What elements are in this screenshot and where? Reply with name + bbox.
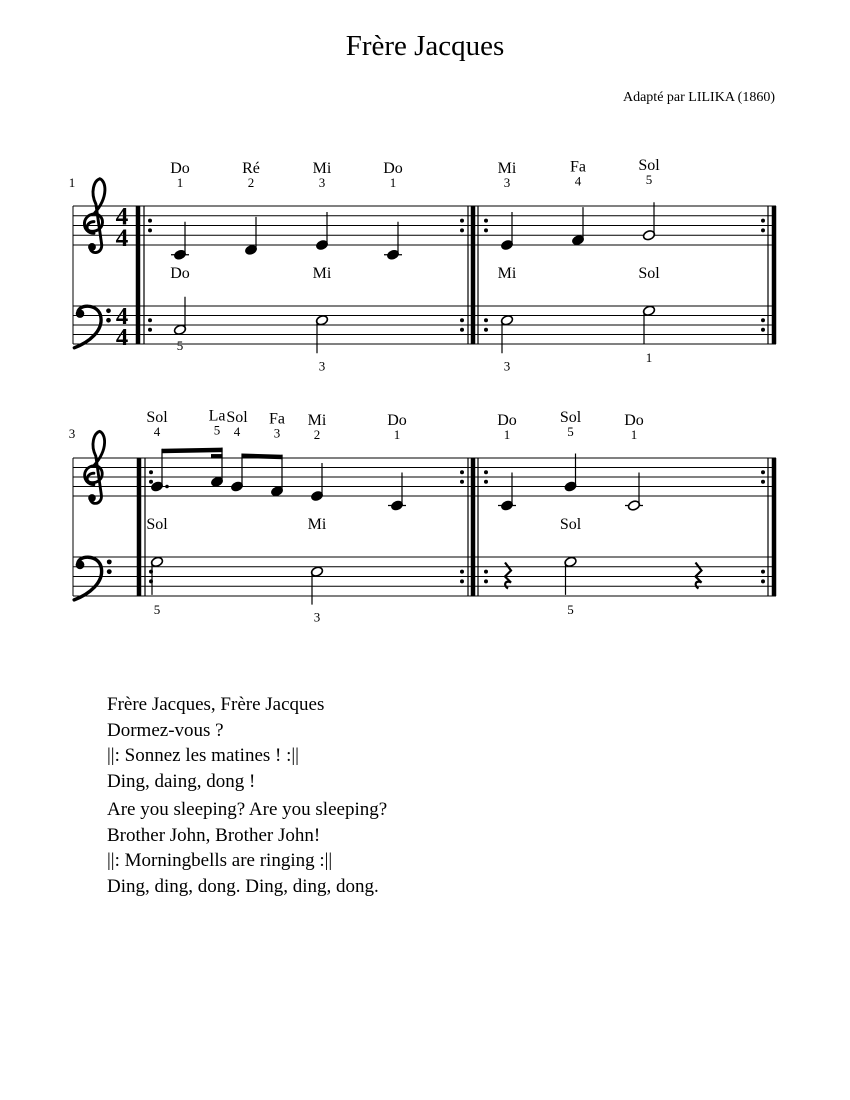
note bbox=[310, 566, 323, 605]
repeat-dot bbox=[149, 480, 153, 484]
lyrics-french bbox=[107, 692, 324, 794]
repeat-dot bbox=[460, 219, 464, 223]
repeat-dot bbox=[460, 318, 464, 322]
fingering-number: 1 bbox=[389, 175, 397, 190]
fingering-number: 1 bbox=[176, 175, 184, 190]
note bbox=[315, 314, 328, 353]
solfege-label: Mi bbox=[312, 160, 332, 177]
solfege-label: Mi bbox=[307, 412, 327, 429]
solfege-label: Sol bbox=[226, 409, 248, 426]
solfege-label: Mi bbox=[312, 265, 332, 282]
repeat-dot bbox=[761, 219, 765, 223]
bass-clef-icon bbox=[74, 306, 111, 348]
solfege-label: Do bbox=[170, 265, 190, 282]
fingering-number: 5 bbox=[645, 172, 653, 187]
solfege-label: Sol bbox=[638, 265, 660, 282]
fingering-number: 5 bbox=[213, 422, 221, 438]
solfege-label: Do bbox=[624, 412, 644, 429]
solfege-label: Do bbox=[497, 412, 517, 429]
measure-number: 3 bbox=[68, 426, 76, 441]
solfege-label: Fa bbox=[570, 158, 586, 176]
solfege-label: Do bbox=[170, 160, 190, 177]
solfege-label: Do bbox=[387, 412, 407, 429]
repeat-dot bbox=[148, 219, 152, 223]
solfege-label: Sol bbox=[559, 516, 582, 533]
note bbox=[571, 207, 584, 246]
note bbox=[150, 449, 168, 493]
repeat-dot bbox=[484, 328, 488, 332]
time-signature-bottom: 4 bbox=[115, 224, 129, 252]
note bbox=[642, 305, 655, 344]
fingering-number: 3 bbox=[273, 425, 281, 441]
clef-dot bbox=[106, 308, 111, 313]
fingering-number: 4 bbox=[574, 173, 582, 189]
note bbox=[270, 455, 283, 497]
note bbox=[171, 222, 189, 261]
repeat-dot bbox=[761, 228, 765, 232]
note bbox=[564, 556, 577, 595]
repeat-dot bbox=[484, 570, 488, 574]
solfege-label: Sol bbox=[146, 409, 168, 426]
repeat-dot bbox=[460, 579, 464, 583]
repeat-dot bbox=[460, 480, 464, 484]
fingering-number: 3 bbox=[503, 358, 511, 374]
repeat-dot bbox=[149, 470, 153, 474]
note bbox=[642, 202, 655, 241]
lyric-line: Frère Jacques, Frère Jacques bbox=[107, 694, 325, 715]
score-title: Frère Jacques bbox=[345, 30, 505, 62]
lyric-line: Dormez-vous ? bbox=[107, 719, 224, 741]
note bbox=[500, 314, 513, 353]
fingering-number: 4 bbox=[153, 424, 161, 439]
lyrics-english bbox=[107, 797, 387, 899]
note-beam bbox=[162, 448, 223, 454]
bass-clef-icon bbox=[74, 557, 112, 600]
solfege-label: Sol bbox=[559, 409, 582, 426]
time-signature-top: 4 bbox=[115, 303, 129, 330]
note bbox=[244, 217, 257, 256]
fingering-number: 1 bbox=[645, 350, 653, 365]
fingering-number: 3 bbox=[318, 175, 326, 190]
fingering-number: 3 bbox=[318, 358, 326, 374]
fingering-number: 3 bbox=[503, 175, 511, 190]
clef-dot bbox=[76, 309, 85, 318]
repeat-dot bbox=[761, 579, 765, 583]
note bbox=[230, 454, 243, 493]
repeat-dot bbox=[460, 570, 464, 574]
repeat-dot bbox=[484, 470, 488, 474]
fingering-number: 3 bbox=[313, 609, 321, 625]
clef-dot bbox=[107, 559, 112, 564]
lyric-line: ||: Sonnez les matines ! :|| bbox=[107, 745, 299, 766]
note bbox=[384, 222, 402, 261]
fingering-number: 5 bbox=[153, 602, 161, 617]
lyric-line: ||: Morningbells are ringing :|| bbox=[107, 850, 333, 871]
note bbox=[310, 463, 323, 502]
time-signature-bottom: 4 bbox=[115, 324, 129, 351]
solfege-label: Mi bbox=[497, 160, 517, 177]
repeat-dot bbox=[484, 228, 488, 232]
note bbox=[173, 297, 186, 336]
clef-dot bbox=[88, 494, 96, 502]
solfege-label: Fa bbox=[269, 410, 285, 428]
note bbox=[315, 212, 328, 251]
measure-number: 1 bbox=[68, 175, 76, 190]
note bbox=[625, 473, 643, 512]
repeat-dot bbox=[761, 328, 765, 332]
repeat-dot bbox=[148, 328, 152, 332]
clef-dot bbox=[107, 569, 112, 574]
clef-dot bbox=[76, 560, 85, 569]
solfege-label: Ré bbox=[242, 160, 260, 177]
lyric-line: Are you sleeping? Are you sleeping? bbox=[107, 799, 388, 820]
augmentation-dot bbox=[165, 485, 169, 489]
repeat-dot bbox=[761, 318, 765, 322]
fingering-number: 2 bbox=[247, 175, 255, 190]
fingering-number: 1 bbox=[503, 427, 511, 442]
repeat-dot bbox=[761, 480, 765, 484]
repeat-dot bbox=[761, 570, 765, 574]
repeat-dot bbox=[148, 318, 152, 322]
fingering-number: 5 bbox=[567, 602, 574, 617]
solfege-label: Do bbox=[383, 160, 403, 177]
fingering-number: 5 bbox=[567, 424, 574, 439]
repeat-dot bbox=[484, 219, 488, 223]
lyric-line: Ding, ding, dong. Ding, ding, dong. bbox=[107, 875, 379, 897]
fingering-number: 1 bbox=[630, 427, 638, 442]
repeat-dot bbox=[484, 318, 488, 322]
note bbox=[498, 473, 516, 512]
fingering-number: 5 bbox=[176, 338, 184, 353]
clef-dot bbox=[88, 243, 96, 251]
repeat-dot bbox=[484, 480, 488, 484]
repeat-dot bbox=[460, 228, 464, 232]
repeat-dot bbox=[761, 470, 765, 474]
repeat-dot bbox=[460, 328, 464, 332]
note bbox=[500, 212, 513, 251]
solfege-label: Mi bbox=[307, 516, 327, 533]
clef-dot bbox=[106, 318, 111, 323]
time-signature-top: 4 bbox=[115, 202, 129, 231]
repeat-dot bbox=[148, 228, 152, 232]
lyric-line: Brother John, Brother John! bbox=[107, 824, 321, 846]
repeat-dot bbox=[460, 470, 464, 474]
solfege-label: Sol bbox=[146, 516, 168, 533]
solfege-label: Sol bbox=[638, 157, 660, 174]
fingering-number: 4 bbox=[233, 424, 241, 439]
composer-credit: Adapté par LILIKA (1860) bbox=[622, 90, 775, 105]
solfege-label: Mi bbox=[497, 265, 517, 282]
note bbox=[150, 556, 163, 595]
repeat-dot bbox=[484, 579, 488, 583]
lyric-line: Ding, daing, dong ! bbox=[107, 770, 256, 792]
fingering-number: 1 bbox=[393, 427, 401, 442]
solfege-label: La bbox=[208, 407, 226, 425]
fingering-number: 2 bbox=[313, 427, 321, 442]
note bbox=[564, 454, 577, 493]
note bbox=[388, 473, 406, 512]
sixteenth-beam bbox=[211, 454, 223, 459]
